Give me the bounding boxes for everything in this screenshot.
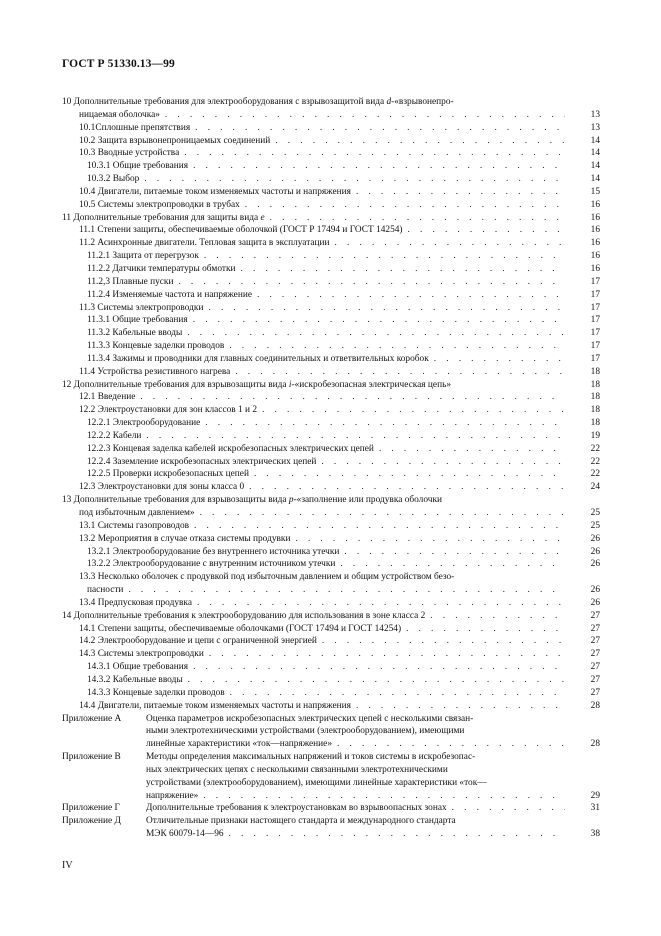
toc-entry-title (87, 353, 429, 366)
leader-dots (144, 173, 565, 186)
toc-page-number: 18 (590, 379, 600, 390)
toc-entry-text: 11.1 Степени защиты, обеспечиваемые оболочкой (ГОСТ Р 17494 и ГОСТ 14254) (79, 225, 403, 236)
toc-entry-title (146, 764, 448, 777)
toc-entry-title (62, 379, 451, 392)
toc-page-number: 16 (590, 199, 600, 210)
toc-entry (0, 494, 661, 507)
toc-page-number: 26 (590, 533, 600, 544)
appendix-label: Приложение Д (62, 816, 121, 827)
toc-entry-text: 14.3.3 Концевые заделки проводов (87, 687, 225, 698)
toc-entry-text: ных электрических цепях с несколькими связанными электротехническими (146, 764, 448, 775)
toc-entry (0, 571, 661, 584)
toc-entry (0, 635, 661, 648)
leader-dots (249, 481, 565, 494)
toc-entry-text: Методы определения максимальных напряжений и токов системы в искробезопас- (146, 752, 476, 763)
toc-page-number: 16 (590, 225, 600, 236)
toc-entry (0, 777, 661, 790)
leader-dots (208, 302, 565, 315)
toc-entry-text: 12.3 Электроустановки для зоны класса 0 (79, 482, 245, 493)
toc-entry-title (87, 417, 200, 430)
appendix-label: Приложение А (62, 713, 122, 724)
toc-page-number: 26 (590, 597, 600, 608)
toc-entry-text: 14 Дополнительные требования к электрооборудованию для использования в зоне класса 2 (62, 610, 426, 621)
toc-entry-text: 11.2.2 Датчики температуры обмотки (87, 263, 236, 274)
leader-dots (193, 661, 565, 674)
toc-page-number: 17 (590, 289, 600, 300)
toc-entry-text: 12.2.1 Электрооборудование (87, 418, 201, 429)
toc-page-number: 26 (590, 546, 600, 557)
toc-entry (0, 700, 661, 713)
toc-entry-title (79, 404, 257, 417)
toc-page-number: 16 (590, 251, 600, 262)
toc-entry-text: 13.3 Несколько оболочек с продувкой под избыточным давлением и общим устройством безо- (79, 572, 455, 583)
toc-entry-title (87, 250, 199, 263)
leader-dots (230, 687, 565, 700)
toc-page-number: 27 (590, 636, 600, 647)
toc-entry (0, 391, 661, 404)
toc-entry (0, 366, 661, 379)
toc-entry-text: 14.2 Электрооборудование и цепи с ограниченной энергией (79, 636, 317, 647)
toc-entry (0, 250, 661, 263)
leader-dots (193, 160, 565, 173)
toc-page-number: 14 (590, 161, 600, 172)
toc-entry-text: 10.4 Двигатели, питаемые током изменяемых частоты и напряжения (79, 186, 351, 197)
leader-dots (408, 224, 565, 237)
toc-entry (0, 687, 661, 700)
leader-dots (406, 623, 565, 636)
toc-entry-title (146, 790, 198, 803)
toc-entry (0, 507, 661, 520)
toc-entry-title (79, 481, 244, 494)
toc-page-number: 18 (590, 392, 600, 403)
toc-entry-title (146, 802, 447, 815)
toc-entry-text: 11.2 Асинхронные двигатели. Тепловая защита в эксплуатации (79, 238, 330, 249)
toc-entry-text: линейные характеристики «ток—напряжение» (146, 739, 332, 750)
toc-entry-text: 14.3 Системы электропроводки (79, 649, 204, 660)
toc-page-number: 25 (590, 520, 600, 531)
toc-entry-text: 11.2.4 Изменяемые частота и напряжение (87, 289, 252, 300)
toc-page-number: 24 (590, 482, 600, 493)
toc-entry (0, 738, 661, 751)
toc-page-number: 18 (590, 405, 600, 416)
toc-entry-text: Отличительные признаки настоящего стандарта и международного стандарта (146, 816, 456, 827)
toc-page-number: 27 (590, 662, 600, 673)
toc-entry-text: 14.3.2 Кабельные вводы (87, 674, 183, 685)
toc-entry (0, 468, 661, 481)
toc-entry-title (146, 777, 487, 790)
toc-entry (0, 147, 661, 160)
page-number: IV (62, 860, 73, 871)
toc-page-number: 17 (590, 315, 600, 326)
toc-entry-title (87, 687, 225, 700)
leader-dots (270, 212, 565, 225)
toc-entry (0, 713, 661, 726)
toc-entry (0, 160, 661, 173)
toc-page-number: 16 (590, 212, 600, 223)
toc-entry (0, 237, 661, 250)
toc-page-number: 18 (590, 418, 600, 429)
toc-entry-title (79, 199, 240, 212)
toc-entry (0, 790, 661, 803)
toc-entry (0, 533, 661, 546)
toc-page-number: 14 (590, 148, 600, 159)
toc-entry (0, 481, 661, 494)
toc-entry-text: 10.3.2 Выбор (87, 174, 140, 185)
toc-entry-title (79, 122, 190, 135)
toc-entry-text: 11.3.3 Концевые заделки проводов (87, 341, 225, 352)
toc-entry-title (79, 109, 160, 122)
toc-entry-title (87, 443, 374, 456)
toc-entry-title (87, 558, 335, 571)
toc-entry (0, 725, 661, 738)
toc-entry (0, 597, 661, 610)
toc-entry (0, 520, 661, 533)
toc-page-number: 22 (590, 443, 600, 454)
toc-entry-title (146, 815, 456, 828)
toc-page-number: 15 (590, 186, 600, 197)
toc-page-number: 25 (590, 508, 600, 518)
toc-entry-text: 13.2.2 Электрооборудование с внутренним источником утечки (87, 559, 336, 570)
leader-dots (194, 520, 565, 533)
toc-entry-title (79, 507, 195, 520)
toc-entry-text: 12 Дополнительные требования для взрывозащиты вида (62, 379, 287, 390)
toc-entry-text: 11.4 Устройства резистивного нагрева (79, 366, 231, 377)
leader-dots (193, 314, 565, 327)
toc-entry-text: 11.3.2 Кабельные вводы (87, 328, 183, 339)
leader-dots (356, 700, 565, 713)
toc-page-number: 27 (590, 623, 600, 634)
toc-entry-text: пасности (87, 585, 124, 596)
toc-entry-title (79, 700, 351, 713)
appendix-label: Приложение В (62, 752, 121, 763)
toc-entry-text: напряжение» (146, 790, 199, 801)
toc-entry-title (79, 135, 270, 148)
toc-entry (0, 417, 661, 430)
leader-dots (205, 417, 565, 430)
toc-entry (0, 443, 661, 456)
toc-entry-text: 14.4 Двигатели, питаемые током изменяемых частоты и напряжения (79, 700, 351, 711)
toc-page-number: 28 (590, 700, 600, 711)
toc-entry (0, 314, 661, 327)
toc-entry (0, 379, 661, 392)
toc-entry-title (87, 584, 123, 597)
toc-entry-title (79, 391, 135, 404)
toc-entry-text: 14.1 Степени защиты, обеспечиваемые оболочками (ГОСТ 17494 и ГОСТ 14254) (79, 623, 402, 634)
toc-entry (0, 173, 661, 186)
toc-entry-text: 12.2.3 Концевая заделка кабелей искробезопасных электрических цепей (87, 443, 374, 454)
leader-dots (430, 610, 565, 623)
leader-dots (229, 828, 565, 841)
toc-entry-title (79, 147, 179, 160)
toc-entry-title (79, 302, 203, 315)
leader-dots (275, 135, 565, 148)
toc-entry (0, 674, 661, 687)
toc-entry (0, 186, 661, 199)
toc-page-number: 27 (590, 674, 600, 685)
toc-entry (0, 96, 661, 109)
toc-entry (0, 584, 661, 597)
leader-dots (187, 327, 565, 340)
toc-entry-title (79, 648, 204, 661)
leader-dots (295, 533, 565, 546)
toc-entry-title (87, 314, 188, 327)
toc-entry-text: 10.5 Системы электропроводки в трубах (79, 199, 240, 210)
toc-entry-text: 12.2.5 Проверки искробезопасных цепей (87, 469, 249, 480)
toc-entry-title (87, 456, 316, 469)
toc-entry-title (79, 366, 230, 379)
toc-page-number: 27 (590, 610, 600, 621)
toc-entry-title (79, 186, 351, 199)
toc-entry-text: 13.2 Мероприятия в случае отказа системы продувки (79, 533, 291, 544)
leader-dots (188, 674, 565, 687)
toc-entry-title (79, 597, 192, 610)
toc-entry (0, 199, 661, 212)
toc-entry (0, 135, 661, 148)
toc-entry-title (87, 173, 139, 186)
toc-entry-italic: d (386, 97, 392, 107)
leader-dots (335, 237, 565, 250)
toc-entry (0, 276, 661, 289)
toc-entry-text: 12.2 Электроустановки для зон классов 1 и 2 (79, 405, 258, 416)
toc-entry-title (87, 160, 188, 173)
toc-entry-title (79, 571, 454, 584)
toc-page-number: 27 (590, 687, 600, 698)
leader-dots (140, 391, 565, 404)
toc-entry-italic: i (288, 379, 292, 390)
leader-dots (165, 109, 565, 122)
toc-entry-title (79, 635, 317, 648)
leader-dots (340, 558, 565, 571)
leader-dots (321, 456, 565, 469)
leader-dots (197, 597, 565, 610)
toc-entry-text: 13 Дополнительные требования для взрывозащиты вида (62, 495, 287, 506)
toc-entry-text: 10.3 Вводные устройства (79, 148, 180, 159)
toc-entry-text: 11.2,3 Плавные пуски (87, 276, 174, 287)
toc-page-number: 14 (590, 135, 600, 146)
toc-entry (0, 610, 661, 623)
toc-entry (0, 122, 661, 135)
toc-entry-title (87, 468, 249, 481)
toc-entry-title (87, 340, 224, 353)
toc-entry-italic: р (288, 495, 294, 506)
toc-page-number: 17 (590, 276, 600, 287)
toc-page-number: 22 (590, 469, 600, 480)
toc-entry (0, 353, 661, 366)
toc-page-number: 13 (590, 109, 600, 120)
toc-entry-title (87, 276, 173, 289)
toc-entry-title (79, 520, 189, 533)
toc-page-number: 19 (590, 430, 600, 441)
leader-dots (434, 353, 565, 366)
toc-entry-title (79, 533, 290, 546)
toc-entry-text: 13.4 Предпусковая продувка (79, 597, 192, 608)
toc-entry-title (62, 494, 442, 507)
toc-entry (0, 558, 661, 571)
document-header: ГОСТ Р 51330.13—99 (62, 58, 175, 70)
toc-page-number: 22 (590, 456, 600, 467)
leader-dots (204, 250, 565, 263)
leader-dots (262, 404, 565, 417)
toc-page-number: 29 (590, 790, 600, 801)
leader-dots (128, 584, 565, 597)
toc-entry-title (62, 212, 265, 225)
leader-dots (344, 546, 565, 559)
toc-page-number: 31 (590, 803, 600, 814)
toc-entry (0, 815, 661, 828)
leader-dots (229, 340, 565, 353)
toc-entry-text: 11.3.1 Общие требования (87, 315, 188, 326)
leader-dots (146, 430, 565, 443)
toc-page-number: 13 (590, 122, 600, 133)
toc-entry-title (79, 224, 403, 237)
toc-entry-text: 12.2.2 Кабели (87, 430, 142, 441)
toc-entry-title (146, 751, 475, 764)
toc-entry (0, 404, 661, 417)
toc-entry-text: Оценка параметров искробезопасных электрических цепей с несколькими связан- (146, 713, 474, 724)
leader-dots (235, 366, 565, 379)
leader-dots (209, 648, 565, 661)
leader-dots (184, 147, 565, 160)
toc-page-number: 17 (590, 353, 600, 364)
toc-page-number: 17 (590, 341, 600, 352)
toc-entry (0, 263, 661, 276)
leader-dots (337, 738, 565, 751)
toc-entry-title (87, 263, 236, 276)
toc-entry (0, 828, 661, 841)
toc-entry-text: 14.3.1 Общие требования (87, 662, 189, 673)
leader-dots (203, 790, 565, 803)
toc-entry-title (62, 610, 425, 623)
toc-entry-text: ными электротехническими устройствами (электрооборудованием), имеющими (146, 726, 465, 737)
toc-entry (0, 802, 661, 815)
toc-entry-title (87, 289, 252, 302)
toc-entry (0, 109, 661, 122)
toc-entry-text: 10.2 Защита взрывонепроницаемых соединений (79, 135, 271, 146)
toc-entry-text: МЭК 60079-14—96 (146, 829, 224, 840)
leader-dots (322, 635, 565, 648)
toc-page-number: 28 (590, 739, 600, 750)
toc-entry-title (79, 237, 330, 250)
leader-dots (257, 289, 565, 302)
leader-dots (241, 263, 566, 276)
toc-entry-text: 13.1 Системы газопроводов (79, 520, 190, 531)
leader-dots (452, 802, 565, 815)
toc-page-number: 14 (590, 174, 600, 185)
toc-entry-text: 12.1 Введение (79, 392, 136, 403)
toc-page-number: 16 (590, 238, 600, 249)
toc-page-number: 38 (590, 829, 600, 840)
toc-entry-title (79, 623, 401, 636)
appendix-label: Приложение Г (62, 803, 120, 814)
leader-dots (178, 276, 565, 289)
toc-page-number: 17 (590, 328, 600, 339)
toc-page-number: 27 (590, 649, 600, 660)
toc-entry-text: 12.2.4 Заземление искробезопасных электрических цепей (87, 456, 317, 467)
toc-entry-text: Дополнительные требования к электроустановкам во взрывоопасных зонах (146, 803, 447, 814)
toc-entry-text: ницаемая оболочка» (79, 109, 160, 120)
toc-entry-text: 11.2.1 Защита от перегрузок (87, 251, 199, 262)
toc-entry-title (87, 546, 339, 559)
toc-page-number: 17 (590, 302, 600, 313)
toc-entry (0, 212, 661, 225)
toc-entry (0, 546, 661, 559)
toc-entry-title (146, 738, 332, 751)
toc-entry-text: 11.3.4 Зажимы и проводники для главных соединительных и ответвительных коробок (87, 353, 429, 364)
toc-entry-text: под избыточным давлением» (79, 508, 195, 518)
toc-page-number: 18 (590, 366, 600, 377)
leader-dots (200, 507, 565, 520)
toc-entry (0, 456, 661, 469)
toc-entry (0, 648, 661, 661)
toc-entry-text: 10 Дополнительные требования для электрооборудования с взрывозащитой вида (62, 97, 385, 107)
toc-entry (0, 751, 661, 764)
toc-entry-text: 11 Дополнительные требования для защиты вида (62, 212, 259, 223)
toc-entry-title (87, 430, 141, 443)
toc-page-number: 26 (590, 559, 600, 570)
toc-entry (0, 289, 661, 302)
toc-entry (0, 224, 661, 237)
toc-entry-title (87, 327, 182, 340)
toc-entry-text: 13.2.1 Электрооборудование без внутреннего источника утечки (87, 546, 340, 557)
toc-page-number: 26 (590, 585, 600, 596)
toc-entry-title (146, 713, 473, 726)
toc-entry-title (146, 725, 464, 738)
leader-dots (356, 186, 565, 199)
toc-entry-text: устройствами (электрооборудованием), имеющими линейные характеристики «ток— (146, 777, 487, 788)
toc-page-number: 16 (590, 263, 600, 274)
leader-dots (195, 122, 565, 135)
toc-entry-title (87, 661, 188, 674)
toc-entry-tail: -«искробезопасная электрическая цепь» (291, 379, 452, 390)
toc-entry (0, 327, 661, 340)
toc-entry-text: 11.3 Системы электропроводки (79, 302, 204, 313)
leader-dots (245, 199, 565, 212)
toc-entry-title (146, 828, 224, 841)
toc-entry (0, 430, 661, 443)
toc-entry-title (87, 674, 183, 687)
toc-entry (0, 661, 661, 674)
toc-entry-text: 10.1Сплошные препятствия (79, 122, 191, 133)
toc-entry (0, 623, 661, 636)
toc-entry-text: 10.3.1 Общие требования (87, 161, 189, 172)
toc-entry-tail: -«взрывонепро- (391, 97, 454, 107)
toc-entry (0, 302, 661, 315)
toc-entry (0, 340, 661, 353)
toc-entry-tail: -«заполнение или продувка оболочки (293, 495, 443, 506)
table-of-contents (0, 96, 661, 841)
leader-dots (254, 468, 565, 481)
toc-entry-title (62, 96, 454, 109)
leader-dots (379, 443, 565, 456)
toc-entry-italic: e (260, 212, 265, 223)
toc-entry (0, 764, 661, 777)
